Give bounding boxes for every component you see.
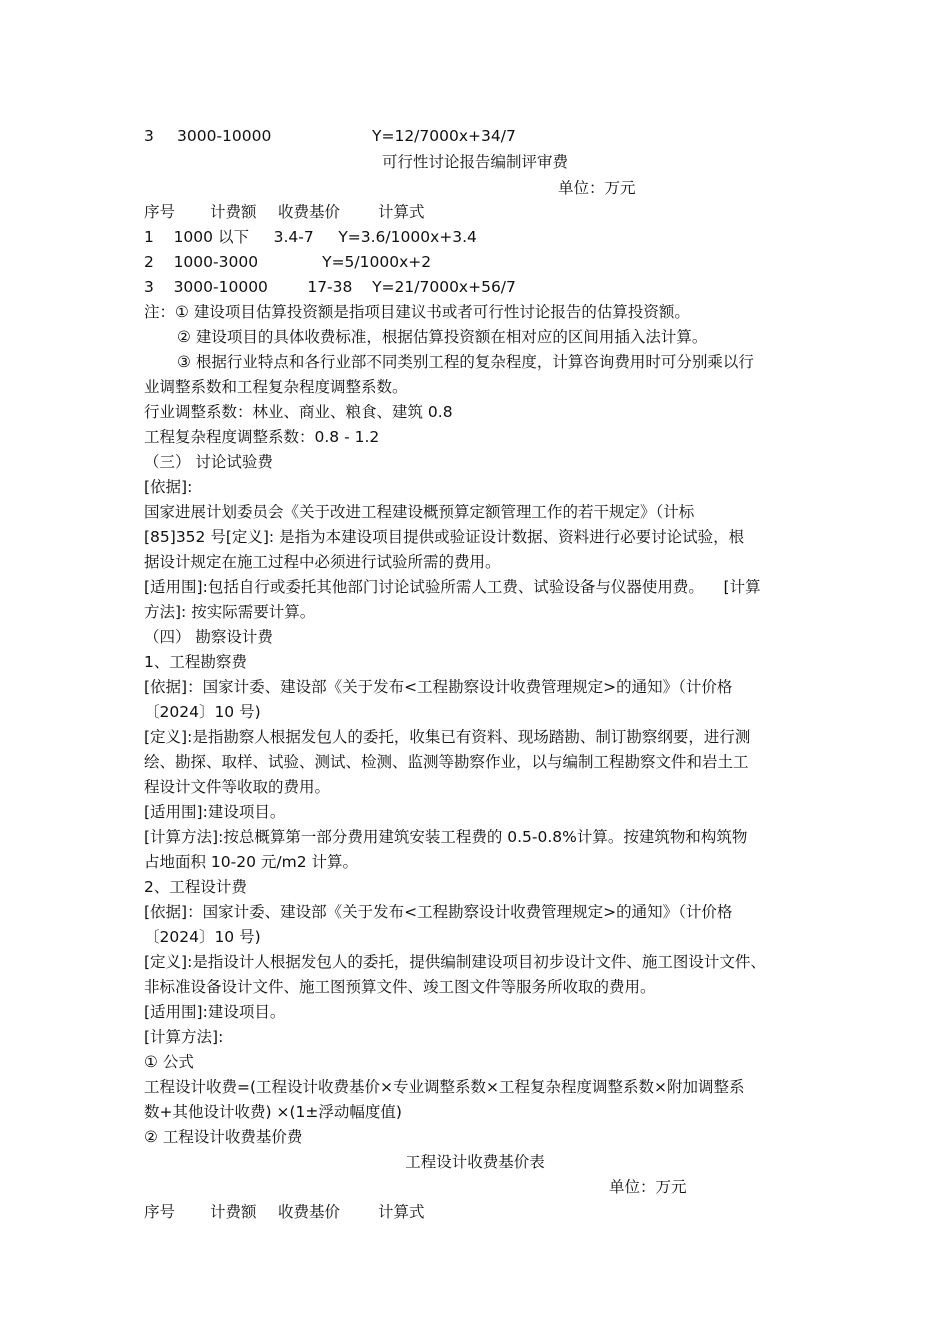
feasibility-row-1: 1 1000 以下 3.4-7 Y=3.6/1000x+3.4: [144, 228, 477, 246]
section-research-heading: （三） 讨论试验费: [144, 453, 273, 471]
design-table-title: 工程设计收费基价表: [405, 1153, 545, 1171]
feasibility-table-title: 可行性讨论报告编制评审费: [381, 153, 568, 171]
complexity-coefficient: 工程复杂程度调整系数：0.8 - 1.2: [144, 428, 380, 446]
design-title: 2、工程设计费: [144, 878, 247, 896]
feasibility-unit: 单位：万元: [558, 179, 636, 197]
survey-definition-line-2: 绘、勘探、取样、试验、测试、检测、监测等勘察作业，以与编制工程勘察文件和岩土工: [144, 753, 749, 771]
design-formula-line-2: 数+其他设计收费) ×(1±浮动幅度值): [144, 1103, 402, 1121]
research-line-4: [适用围]:包括自行或委托其他部门讨论试验所需人工费、试验设备与仪器使用费。 [计算: [144, 578, 761, 596]
design-scope: [适用围]:建设项目。: [144, 1003, 286, 1021]
design-basis-line-1: [依据]：国家计委、建设部《关于发布<工程勘察设计收费管理规定>的通知》（计价格: [144, 903, 733, 921]
note-3-line-1: ③ 根据行业特点和各行业部不同类别工程的复杂程度，计算咨询费用时可分别乘以行: [177, 353, 754, 371]
header-num: 序号: [144, 1203, 176, 1221]
research-line-5: 方法]: 按实际需要计算。: [144, 603, 316, 621]
survey-definition-line-3: 程设计文件等收取的费用。: [144, 778, 331, 796]
research-line-3: 据设计规定在施工过程中必须进行试验所需的费用。: [144, 553, 501, 571]
section-survey-design-heading: （四） 勘察设计费: [144, 628, 273, 646]
survey-calc-line-2: 占地面积 10-20 元/m2 计算。: [144, 853, 359, 871]
design-definition-line-1: [定义]:是指设计人根据发包人的委托，提供编制建设项目初步设计文件、施工图设计文件、: [144, 953, 766, 971]
survey-calc-line-1: [计算方法]:按总概算第一部分费用建筑安装工程费的 0.5-0.8%计算。按建筑物和构筑物: [144, 828, 748, 846]
design-definition-line-2: 非标准设备设计文件、施工图预算文件、竣工图文件等服务所收取的费用。: [144, 978, 656, 996]
note-3-line-2: 业调整系数和工程复杂程度调整系数。: [144, 378, 408, 396]
feasibility-row-3: 3 3000-10000 17-38 Y=21/7000x+56/7: [144, 278, 516, 296]
note-1: 注：① 建设项目估算投资额是指项目建议书或者可行性讨论报告的估算投资额。: [144, 303, 690, 321]
design-formula-label: ① 公式: [144, 1053, 194, 1071]
design-basis-line-2: 〔2024〕10 号): [144, 928, 261, 946]
row-range: 3000-10000: [177, 127, 272, 145]
survey-title: 1、工程勘察费: [144, 653, 247, 671]
feasibility-row-2: 2 1000-3000 Y=5/1000x+2: [144, 253, 432, 271]
header-formula: 计算式: [378, 1203, 425, 1221]
header-num: 序号: [144, 203, 176, 221]
survey-scope: [适用围]:建设项目。: [144, 803, 286, 821]
header-base: 收费基价: [278, 1203, 341, 1221]
research-line-1: 国家进展计划委员会《关于改进工程建设概预算定额管理工作的若干规定》（计标: [144, 503, 695, 521]
note-2: ② 建设项目的具体收费标准，根据估算投资额在相对应的区间用插入法计算。: [177, 328, 708, 346]
design-table-header: [0, 1202, 950, 1322]
header-base: 收费基价: [278, 203, 341, 221]
design-table-unit: 单位：万元: [609, 1178, 687, 1196]
row-number: 3: [144, 127, 154, 145]
research-basis-label: [依据]:: [144, 478, 193, 496]
design-calc-label: [计算方法]:: [144, 1028, 224, 1046]
survey-basis-line-1: [依据]：国家计委、建设部《关于发布<工程勘察设计收费管理规定>的通知》（计价格: [144, 678, 733, 696]
header-amount: 计费额: [210, 203, 257, 221]
design-base-fee-label: ② 工程设计收费基价费: [144, 1128, 303, 1146]
industry-coefficient: 行业调整系数：林业、商业、粮食、建筑 0.8: [144, 403, 453, 421]
design-formula-line-1: 工程设计收费=(工程设计收费基价×专业调整系数×工程复杂程度调整系数×附加调整系: [144, 1078, 745, 1096]
row-formula: Y=12/7000x+34/7: [372, 127, 516, 145]
survey-basis-line-2: 〔2024〕10 号): [144, 703, 261, 721]
header-amount: 计费额: [210, 1203, 257, 1221]
research-line-2: [85]352 号[定义]: 是指为本建设项目提供或验证设计数据、资料进行必要讨论试验，根: [144, 528, 745, 546]
header-formula: 计算式: [378, 203, 425, 221]
survey-definition-line-1: [定义]:是指勘察人根据发包人的委托，收集已有资料、现场踏勘、制订勘察纲要，进行测: [144, 728, 751, 746]
